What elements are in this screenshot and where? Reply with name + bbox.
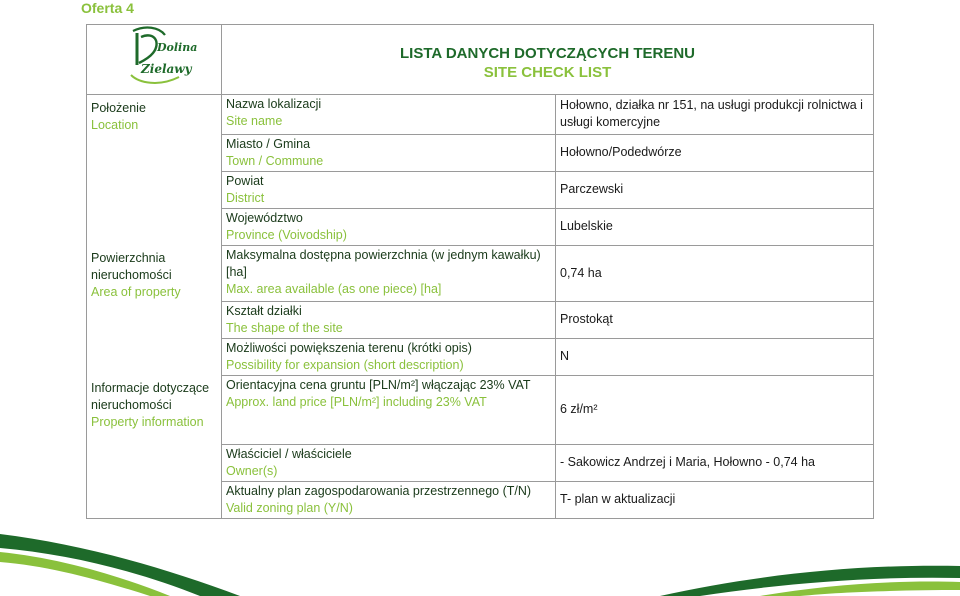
category-spacer <box>87 481 222 518</box>
page-heading: Oferta 4 <box>81 0 134 16</box>
category-spacer <box>87 338 222 375</box>
field-town: Miasto / Gmina Town / Commune <box>222 134 556 171</box>
category-spacer <box>87 301 222 338</box>
category-area: Powierzchnia nieruchomości Area of property <box>87 245 222 301</box>
field-land-price: Orientacyjna cena gruntu [PLN/m²] włączając 23% VAT Approx. land price [PLN/m²] including 23% VAT <box>222 375 556 444</box>
header-cell <box>222 25 874 95</box>
field-expansion: Możliwości powiększenia terenu (krótki opis) Possibility for expansion (short description) <box>222 338 556 375</box>
field-site-name: Nazwa lokalizacji Site name <box>222 95 556 135</box>
value-expansion: N <box>556 338 874 375</box>
category-spacer <box>87 444 222 481</box>
site-check-list-table <box>86 24 874 519</box>
page-title: LISTA DANYCH DOTYCZĄCYCH TERENU <box>400 44 695 62</box>
value-site-name: Hołowno, działka nr 151, na usługi produkcji rolnictwa i usługi komercyjne <box>556 95 874 135</box>
field-district: Powiat District <box>222 171 556 208</box>
dolina-zielawy-logo <box>119 25 198 89</box>
decorative-swoosh <box>0 526 960 596</box>
category-spacer <box>87 208 222 245</box>
category-location: Położenie Location <box>87 95 222 135</box>
value-province: Lubelskie <box>556 208 874 245</box>
category-spacer <box>87 134 222 171</box>
logo-cell <box>87 25 222 95</box>
value-shape: Prostokąt <box>556 301 874 338</box>
field-zoning-plan: Aktualny plan zagospodarowania przestrzennego (T/N) Valid zoning plan (Y/N) <box>222 481 556 518</box>
category-property-info: Informacje dotyczące nieruchomości Property information <box>87 375 222 444</box>
value-owners: - Sakowicz Andrzej i Maria, Hołowno - 0,74 ha <box>556 444 874 481</box>
value-town: Hołowno/Podedwórze <box>556 134 874 171</box>
value-zoning-plan: T- plan w aktualizacji <box>556 481 874 518</box>
field-province: Województwo Province (Voivodship) <box>222 208 556 245</box>
value-max-area: 0,74 ha <box>556 245 874 301</box>
svg-text:Dolina: Dolina <box>157 41 198 54</box>
value-land-price: 6 zł/m² <box>556 375 874 444</box>
field-owners: Właściciel / właściciele Owner(s) <box>222 444 556 481</box>
page-subtitle: SITE CHECK LIST <box>483 63 612 81</box>
field-shape: Kształt działki The shape of the site <box>222 301 556 338</box>
value-district: Parczewski <box>556 171 874 208</box>
field-max-area: Maksymalna dostępna powierzchnia (w jednym kawałku) [ha] Max. area available (as one piece) [ha] <box>222 245 556 301</box>
category-spacer <box>87 171 222 208</box>
svg-text:Zielawy: Zielawy <box>141 62 192 76</box>
